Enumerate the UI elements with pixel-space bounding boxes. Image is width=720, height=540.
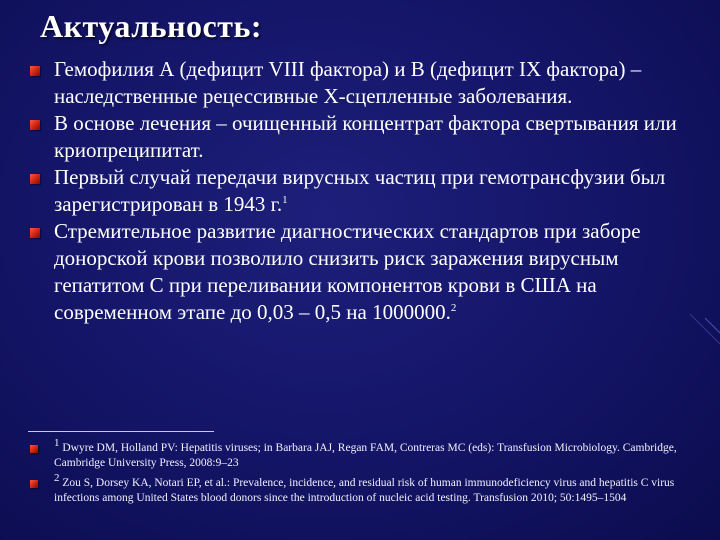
footnote-number: 2 [54,472,60,485]
footnote-text: Zou S, Dorsey KA, Notari EP, et al.: Prevalence, incidence, and residual risk of human immunodeficiency virus and hepatitis C virus infections among United States blood donors since the introduction of nucleic acid testing. Transfusion 2010; 50:1495–1504 [54,477,675,504]
footnote-number: 1 [54,437,60,450]
bullet-square-icon [30,120,40,130]
bullet-text: Первый случай передачи вирусных частиц при гемотрансфузии был зарегистрирован в 1943 г. [54,165,666,216]
footnote-text: Dwyre DM, Holland PV: Hepatitis viruses; in Barbara JAJ, Regan FAM, Contreras MC (eds): Transfusion Microbiology. Cambridge, Cambridge University Press, 2008:9–23 [54,442,677,469]
bullet-square-icon [30,228,40,238]
bullet-square-icon [30,480,38,488]
bullet-text: Стремительное развитие диагностических стандартов при заборе донорской крови позволило снизить риск заражения вирусным гепатитом С при переливании компонентов крови в США на современном этапе до 0,03 – 0,5 на 1000000. [54,219,641,324]
footnote-item [28,472,688,506]
bullet-square-icon [30,445,38,453]
footnote-ref: 1 [282,194,288,206]
bullet-text: В основе лечения – очищенный концентрат фактора свертывания или криопреципитат. [54,111,677,162]
bullet-list [28,56,688,326]
footnote-item [28,437,688,471]
footnote-divider [28,431,214,432]
bullet-square-icon [30,174,40,184]
bullet-item [28,164,688,218]
bullet-square-icon [30,66,40,76]
bullet-text: Гемофилия А (дефицит VIII фактора) и В (дефицит IX фактора) – наследственные рецессивные Х-сцепленные заболевания. [54,57,642,108]
footnote-list [28,437,688,511]
slide-title: Актуальность: [40,8,263,44]
footnote-ref: 2 [450,302,457,314]
bullet-item [28,56,688,110]
bullet-item [28,218,688,326]
bullet-item [28,110,688,164]
